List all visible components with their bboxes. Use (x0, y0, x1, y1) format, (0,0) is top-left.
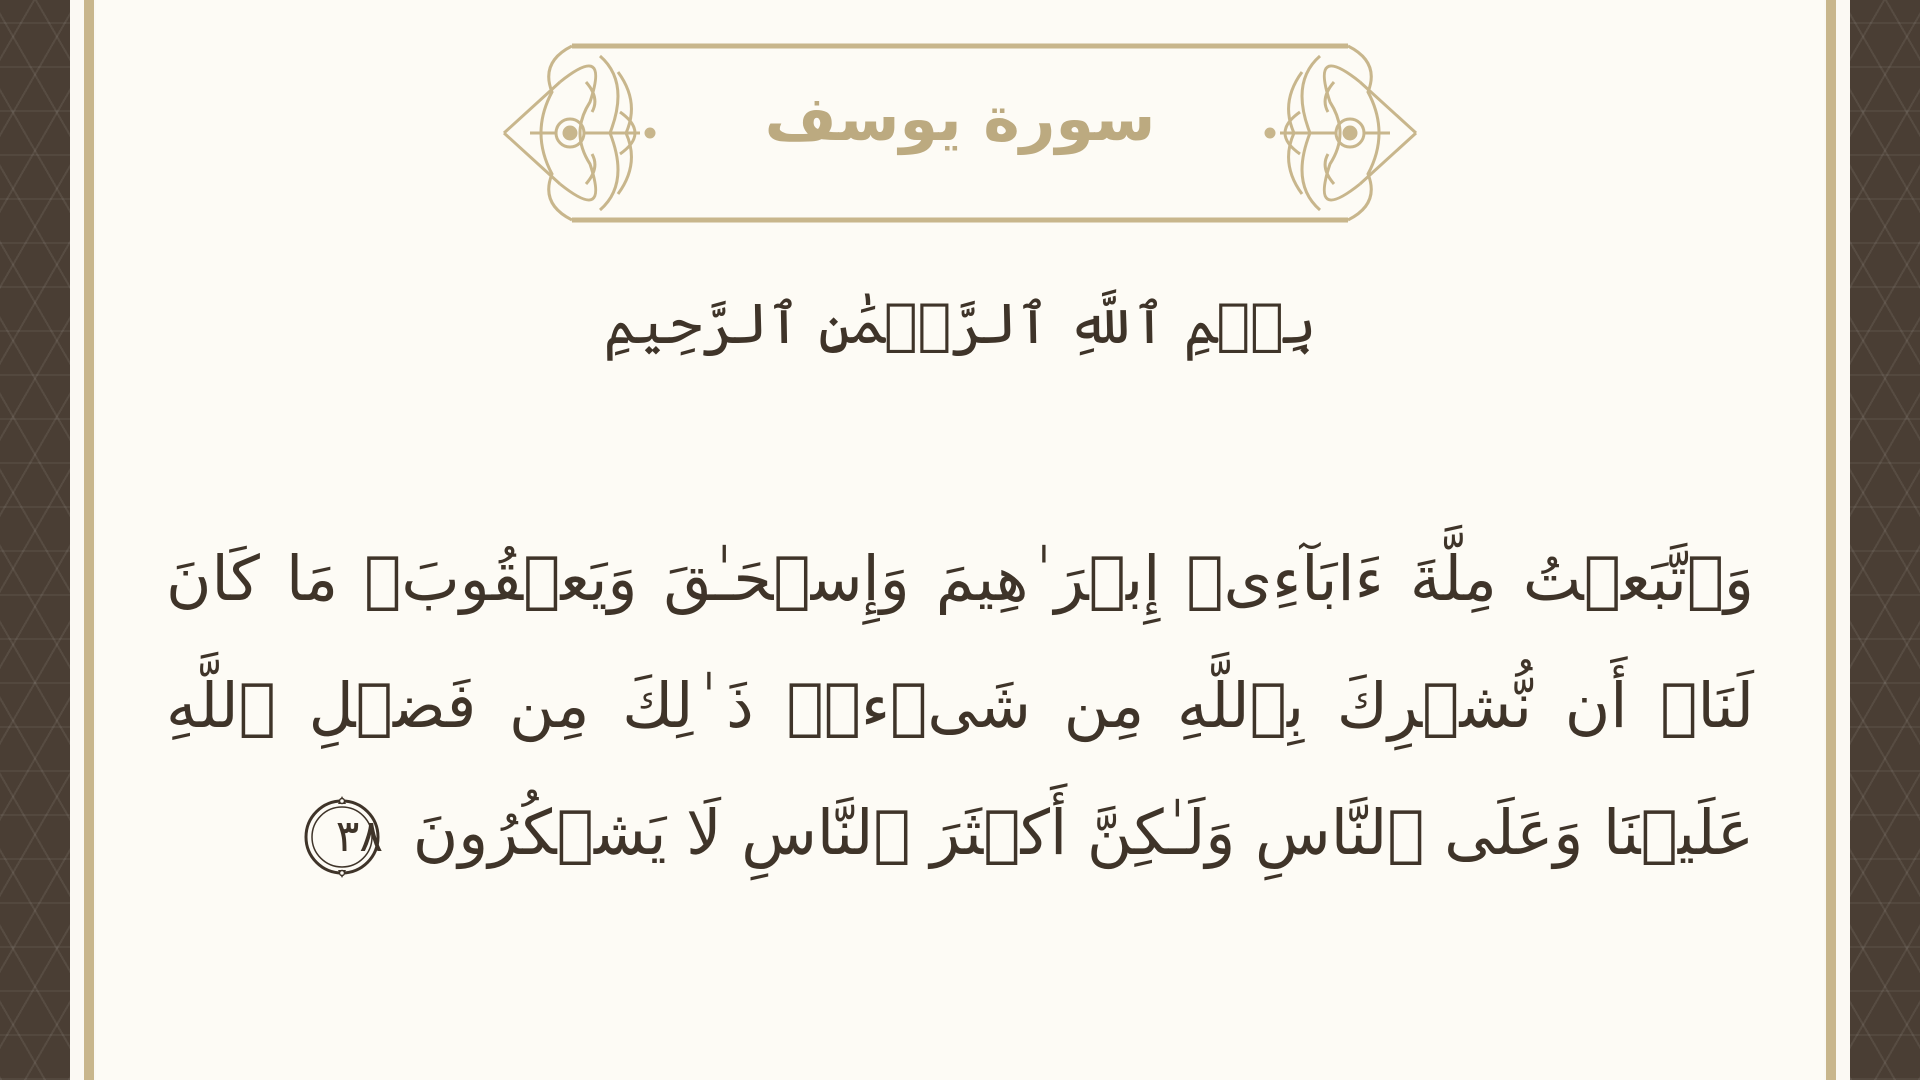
left-border-pattern (0, 0, 70, 1080)
ayah-number: ٣٨ (335, 810, 384, 862)
right-border-pattern (1850, 0, 1920, 1080)
surah-title-frame (500, 42, 1420, 224)
left-gold-rail (70, 0, 96, 1080)
basmala: بِسۡمِ ٱللَّهِ ٱلرَّحۡمَٰنِ ٱلرَّحِيمِ (603, 292, 1317, 357)
verse-block (166, 515, 1754, 896)
ayah-number-marker (301, 796, 383, 878)
right-gold-rail (1824, 0, 1850, 1080)
surah-title: سورة يوسف (764, 82, 1156, 155)
verse-text: وَٱتَّبَعۡتُ مِلَّةَ ءَابَآءِیۤ إِبۡرَ ٰ⁠هِیمَ وَإِسۡحَـٰقَ وَیَعۡقُوبَۚ مَا كَانَ لَنَاۤ أَن نُّشۡرِكَ بِٱللَّهِ مِن شَیۡءࣲۚ ذَ ٰ⁠لِكَ مِن فَضۡلِ ٱللَّهِ عَلَیۡنَا وَعَلَى ٱلنَّاسِ وَلَـٰكِنَّ أَكۡثَرَ ٱلنَّاسِ لَا یَشۡكُرُونَ (166, 542, 1754, 869)
